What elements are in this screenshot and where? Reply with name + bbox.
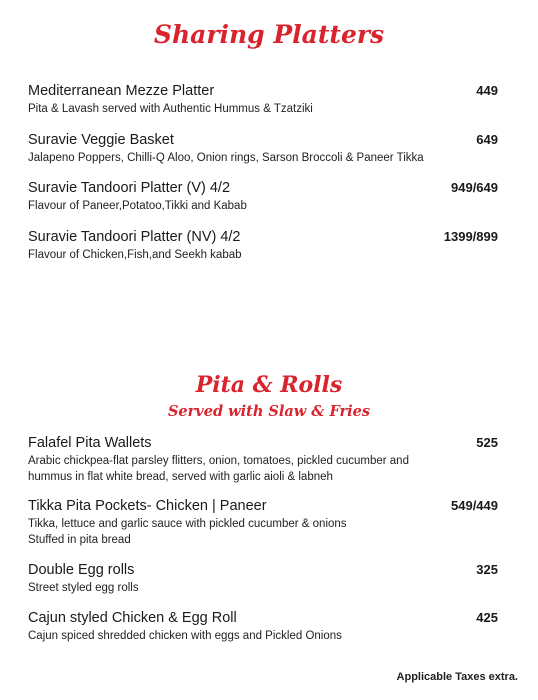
item-description: Flavour of Paneer,Potatoo,Tikki and Kabab: [28, 200, 247, 212]
section-title-pita-rolls: Pita & Rolls: [195, 372, 343, 398]
item-name: Cajun styled Chicken & Egg Roll: [28, 610, 237, 626]
item-price: 649: [476, 132, 498, 147]
menu-item: [28, 609, 498, 644]
item-description: Flavour of Chicken,Fish,and Seekh kabab: [28, 249, 242, 261]
tax-note: Applicable Taxes extra.: [396, 671, 518, 683]
item-description: Stuffed in pita bread: [28, 534, 131, 546]
item-description: Tikka, lettuce and garlic sauce with pickled cucumber & onions: [28, 518, 347, 530]
item-price: 525: [476, 435, 498, 450]
item-name: Tikka Pita Pockets- Chicken | Paneer: [28, 498, 267, 514]
item-name: Double Egg rolls: [28, 562, 135, 578]
menu-item: [28, 179, 498, 214]
item-price: 449: [476, 83, 498, 98]
menu-item: [28, 131, 498, 166]
item-price: 1399/899: [443, 229, 498, 244]
item-name: Suravie Veggie Basket: [28, 132, 174, 148]
item-description: Street styled egg rolls: [28, 582, 139, 594]
item-price: 549/449: [451, 498, 498, 513]
item-name: Suravie Tandoori Platter (NV) 4/2: [28, 229, 241, 245]
menu-item: [28, 561, 498, 596]
item-name: Suravie Tandoori Platter (V) 4/2: [28, 180, 231, 196]
menu-item: [28, 497, 498, 548]
item-description: Arabic chickpea-flat parsley flitters, onion, tomatoes, pickled cucumber and: [28, 455, 409, 467]
menu-item: [28, 434, 498, 485]
item-description: Cajun spiced shredded chicken with eggs and Pickled Onions: [28, 630, 342, 642]
item-name: Falafel Pita Wallets: [28, 435, 152, 451]
menu-item: [28, 228, 498, 263]
item-price: 325: [476, 562, 498, 577]
item-description: hummus in flat white bread, served with garlic aioli & labneh: [28, 471, 333, 483]
item-description: Pita & Lavash served with Authentic Hummus & Tzatziki: [28, 103, 313, 115]
section-title-sharing-platters: Sharing Platters: [153, 20, 385, 49]
item-name: Mediterranean Mezze Platter: [28, 83, 215, 99]
section-subtitle: Served with Slaw & Fries: [167, 403, 371, 420]
item-description: Jalapeno Poppers, Chilli-Q Aloo, Onion rings, Sarson Broccoli & Paneer Tikka: [28, 152, 424, 164]
menu-item: [28, 82, 498, 117]
item-price: 425: [476, 610, 498, 625]
item-price: 949/649: [451, 180, 498, 195]
